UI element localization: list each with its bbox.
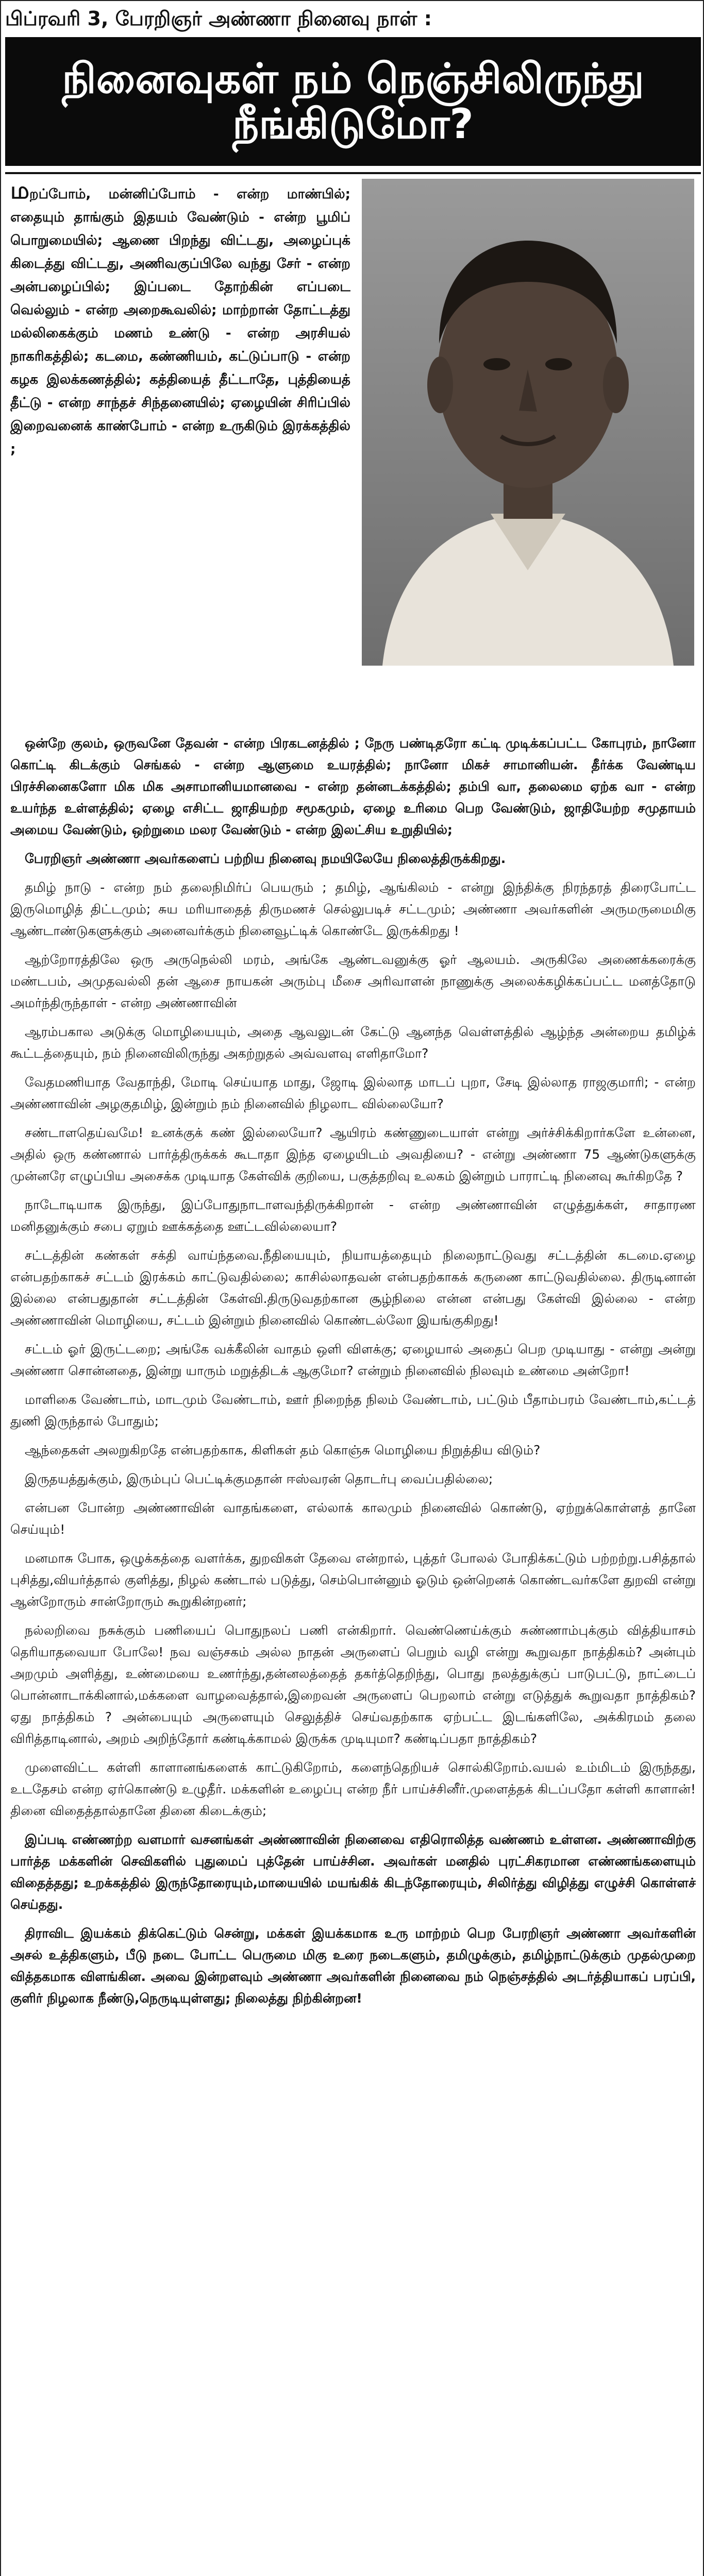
paragraph: இப்படி எண்ணற்ற வளமார் வசனங்கள் அண்ணாவின் நினைவை எதிரொலித்த வண்ணம் உள்ளன. அண்ணாவிற்கு பார்த்த மக்களின் செவிகளில் புதுமைப் புத்தேன் பாய்ச்சின. அவர்கள் மனதில் புரட்சிகரமான எண்ணங்களையும் விதைத்தது; உறக்கத்தில் இருந்தோரையும்,மாயையில் மயங்கிக் கிடந்தோரையும், சிலிர்த்து விழித்து எழுச்சி கொள்ளச் செய்தது.: [10, 1832, 696, 1912]
headline-banner: [5, 37, 701, 166]
paragraph: ஆரம்பகால அடுக்கு மொழியையும், அதை ஆவலுடன் கேட்டு ஆனந்த வெள்ளத்தில் ஆழ்ந்த அன்றைய தமிழ்க் கூட்டத்தையும், நம் நினைவிலிருந்து அகற்றுதல் அவ்வளவு எளிதாமோ?: [10, 1024, 696, 1061]
paragraph: ஒன்றே குலம், ஒருவனே தேவன் - என்ற பிரகடனத்தில் ; நேரு பண்டிதரோ கட்டி முடிக்கப்பட்ட கோபுரம், நானோ கொட்டி கிடக்கும் செங்கல் - என்ற ஆளுமை உயரத்தில்; நானோ மிகச் சாமானியன். தீர்க்க வேண்டிய பிரச்சினைகளோ மிக மிக அசாமானியமானவை - என்ற தன்னடக்கத்தில்; தம்பி வா, தலைமை ஏற்க வா - என்ற உயர்ந்த உள்ளத்தில்; ஏழை எசிட்ட ஜாதியற்ற சமூகமும், ஏழை உரிமை பெற வேண்டும், ஜாதியேற்ற சமுதாயம் அமைய வேண்டும், ஒற்றுமை மலர வேண்டும் - என்ற இலட்சிய உறுதியில்;: [10, 736, 696, 837]
paragraph: ஆந்தைகள் அலறுகிறதே என்பதற்காக, கிளிகள் தம் கொஞ்சு மொழியை நிறுத்திய விடும்?: [25, 1443, 541, 1458]
divider: [5, 172, 701, 174]
portrait-illustration: [362, 179, 694, 666]
intro-paragraph: [10, 179, 350, 730]
portrait-photo: [362, 179, 694, 666]
kicker-line: பிப்ரவரி 3, பேரறிஞர் அண்ணா நினைவு நாள் :: [5, 7, 432, 30]
paragraph: சண்டாளதெய்வமே! உனக்குக் கண் இல்லையோ? ஆயிரம் கண்ணுடையாள் என்று அர்ச்சிக்கிறார்களே உன்னை, அதில் ஒரு கண்ணால் பார்த்திருக்கக் கூடாதா இந்த ஏழையிடம் அவதியை? - என்று அண்ணா 75 ஆண்டுகளுக்கு முன்னரே எழுப்பிய அசைக்க முடியாத கேள்விக் குறியை, பகுத்தறிவு உலகம் இன்றும் பாராட்டி நினைவு கூர்கிறதே ?: [10, 1125, 696, 1183]
dropcap-letter: ம: [10, 179, 30, 204]
paragraph: ஆற்றோரத்திலே ஒரு அருநெல்லி மரம், அங்கே ஆண்டவனுக்கு ஓர் ஆலயம். அருகிலே அணைக்கரைக்கு மண்டபம், அமுதவல்லி தன் ஆசை நாயகன் அரும்பு மீசை அரிவாளன் நாணுக்கு அலைக்கழிக்கப்பட்ட மனத்தோடு அமர்ந்திருந்தாள் - என்ற அண்ணாவின்: [10, 952, 696, 1010]
paragraph: தமிழ் நாடு - என்ற நம் தலைநிமிர்ப் பெயரும் ; தமிழ், ஆங்கிலம் - என்று இந்திக்கு நிரந்தரத் திரைபோட்ட இருமொழித் திட்டமும்; சுய மரியாதைத் திருமணச் செல்லுபடிச் சட்டமும்; அண்ணா அவர்களின் அருமருமைமிகு ஆண்டாண்டுகளுக்கும் அனைவர்க்கும் நினைவூட்டிக் கொண்டே இருக்கிறது !: [10, 880, 696, 938]
paragraph: சட்டம் ஓர் இருட்டறை; அங்கே வக்கீலின் வாதம் ஒளி விளக்கு; ஏழையால் அதைப் பெற முடியாது - என்று அன்று அண்ணா சொன்னதை, இன்று யாரும் மறுத்திடக் ஆகுமோ? என்றும் நினைவில் நிலவும் உண்மை அன்றோ!: [10, 1342, 696, 1378]
paragraph: பேரறிஞர் அண்ணா அவர்களைப் பற்றிய நினைவு நமயிலேயே நிலைத்திருக்கிறது.: [25, 851, 506, 866]
paragraph: மாளிகை வேண்டாம், மாடமும் வேண்டாம், ஊர் நிறைந்த நிலம் வேண்டாம், பட்டும் பீதாம்பரம் வேண்டாம்,கட்டத் துணி இருந்தால் போதும்;: [10, 1392, 696, 1429]
paragraph: முளைவிட்ட கள்ளி காளானங்களைக் காட்டுகிறோம், களைந்தெறியச் சொல்கிறோம்.வயல் உம்மிடம் இருந்தது, உடதேசம் என்ற ஏர்கொண்டு உழுதீர். மக்களின் உழைப்பு என்ற நீர் பாய்ச்சினீர்.முளைத்தக் கிடப்பதோ கள்ளி காளான்! தினை விதைத்தால்தானே தினை கிடைக்கும்;: [10, 1760, 696, 1818]
intro-text: றப்போம், மன்னிப்போம் - என்ற மாண்பில்; எதையும் தாங்கும் இதயம் வேண்டும் - என்ற பூமிப் பொறுமையில்; ஆணை பிறந்து விட்டது, அழைப்புக் கிடைத்து விட்டது, அணிவகுப்பிலே வந்து சேர் - என்ற அன்பழைப்பில்; இப்படை தோற்கின் எப்படை வெல்லும் - என்ற அறைகூவலில்; மாற்றான் தோட்டத்து மல்லிகைக்கும் மணம் உண்டு - என்ற அரசியல் நாகரிகத்தில்; கடமை, கண்ணியம், கட்டுப்பாடு - என்ற கழக இலக்கணத்தில்; கத்தியைத் தீட்டாதே, புத்தியைத் தீட்டு - என்ற சாந்தச் சிந்தனையில்; ஏழையின் சிரிப்பில் இறைவனைக் காண்போம் - என்ற உருகிடும் இரக்கத்தில் ;: [10, 187, 350, 457]
paragraph: நாடோடியாக இருந்து, இப்போதுநாடாளவந்திருக்கிறான் - என்ற அண்ணாவின் எழுத்துக்கள், சாதாரண மனிதனுக்கும் சபை ஏறும் ஊக்கத்தை ஊட்டவில்லையா?: [10, 1197, 696, 1234]
paragraph: வேதமணியாத வேதாந்தி, மோடி செய்யாத மாது, ஜோடி இல்லாத மாடப் புறா, சேடி இல்லாத ராஜகுமாரி; - என்ற அண்ணாவின் அழகுதமிழ், இன்றும் நம் நினைவில் நிழலாட வில்லையோ?: [10, 1075, 696, 1111]
paragraph: நல்லறிவை நசுக்கும் பணியைப் பொதுநலப் பணி என்கிறார். வெண்ணெய்க்கும் சுண்ணாம்புக்கும் வித்தியாசம் தெரியாதவையா போலே! நவ வஞ்சகம் அல்ல நாதன் அருளைப் பெறும் வழி என்று கூறுவதா நாத்திகம்? அன்பும் அறமும் அளித்து, உண்மையை உணர்ந்து,தன்னலத்தைத் தகர்த்தெறிந்து, பொது நலத்துக்குப் பாடுபட்டு, நாட்டைப் பொன்னாடாக்கினால்,மக்களை வாழவைத்தால்,இறைவன் அருளைப் பெறலாம் என்று எடுத்துக் கூறுவதா நாத்திகம்? ஏது நாத்திகம் ? அன்பையும் அருளையும் செலுத்திச் செய்வதற்காக ஏற்பட்ட இடங்களிலே, அக்கிரமம் தலை விரித்தாடினால், அறம் அறிந்தோர் கண்டிக்காமல் இருக்க முடியுமா? கண்டிப்பதா நாத்திகம்?: [10, 1623, 696, 1746]
paragraph: திராவிட இயக்கம் திக்கெட்டும் சென்று, மக்கள் இயக்கமாக உரு மாற்றம் பெற பேரறிஞர் அண்ணா அவர்களின் அசல் உத்திகளும், பீடு நடை போட்ட பெருமை மிகு உரை நடைகளும், தமிழுக்கும், தமிழ்நாட்டுக்கும் முதல்முறை வித்தகமாக விளங்கின. அவை இன்றளவும் அண்ணா அவர்களின் நினைவை நம் நெஞ்சத்தில் அடர்த்தியாகப் பரப்பி, குளிர் நிழலாக நீண்டு,நெருடியுள்ளது; நிலைத்து நிற்கின்றன!: [10, 1926, 696, 2006]
paragraph: மனமாசு போக, ஒழுக்கத்தை வளர்க்க, துறவிகள் தேவை என்றால், புத்தர் போலல் போதிக்கட்டும் பற்றற்று.பசித்தால் புசித்து,வியர்த்தால் குளித்து, நிழல் கண்டால் படுத்து, செம்பொன்னும் ஓடும் ஒன்றெனக் கொண்டவர்களே துறவி என்று ஆன்றோரும் சான்றோரும் கூறுகின்றனர்;: [10, 1551, 696, 1609]
headline-text: நினைவுகள் நம் நெஞ்சிலிருந்து நீங்கிடுமோ?: [62, 55, 644, 148]
paragraph: என்பன போன்ற அண்ணாவின் வாதங்களை, எல்லாக் காலமும் நினைவில் கொண்டு, ஏற்றுக்கொள்ளத் தானே செய்யும்!: [10, 1500, 696, 1537]
article-body: [10, 733, 696, 2576]
paragraph: சட்டத்தின் கண்கள் சக்தி வாய்ந்தவை.நீதியையும், நியாயத்தையும் நிலைநாட்டுவது சட்டத்தின் கடமை.ஏழை என்பதற்காகச் சட்டம் இரக்கம் காட்டுவதில்லை; காசில்லாதவன் என்பதற்காகக் கருணை காட்டுவதில்லை. திருடினான் இல்லை என்பதுதான் சட்டத்தின் கேள்வி.திருடுவதற்கான சூழ்நிலை என்ன என்பது கேள்வி இல்லை - என்ற அண்ணாவின் மொழியை, சட்டம் இன்றும் நினைவில் கொண்டல்லோ இயங்குகிறது!: [10, 1248, 696, 1328]
paragraph: இருதயத்துக்கும், இரும்புப் பெட்டிக்குமதான் ஈஸ்வரன் தொடர்பு வைப்பதில்லை;: [25, 1471, 493, 1486]
